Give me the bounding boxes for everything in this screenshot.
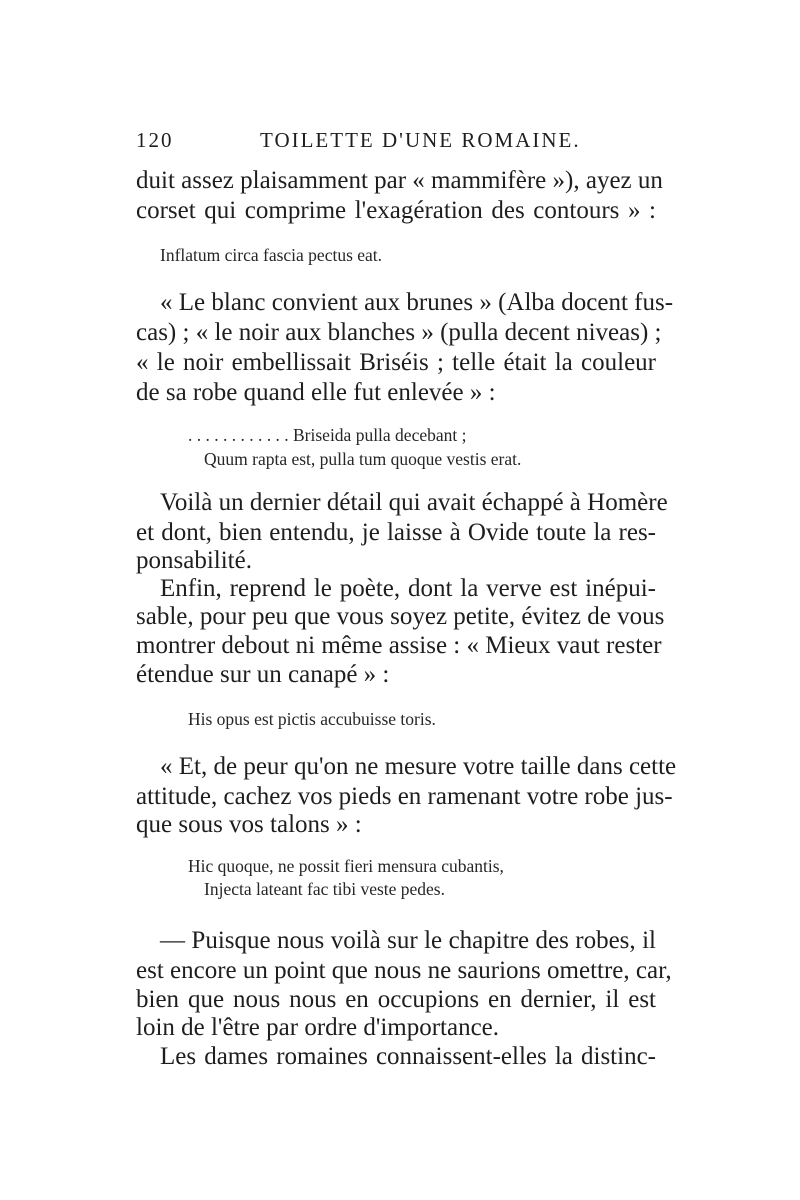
latin-quote: Injecta lateant fac tibi veste pedes.	[204, 879, 445, 899]
text-line: Voilà un dernier détail qui avait échappé à Homère	[160, 489, 668, 516]
running-title: TOILETTE D'UNE ROMAINE.	[260, 128, 581, 152]
text-line: étendue sur un canapé » :	[136, 661, 390, 688]
text-line: attitude, cachez vos pieds en ramenant votre robe jus-	[136, 783, 673, 810]
text-line: sable, pour peu que vous soyez petite, évitez de vous	[136, 603, 665, 630]
text-line: et dont, bien entendu, je laisse à Ovide toute la res-	[136, 519, 656, 546]
latin-quote: Quum rapta est, pulla tum quoque vestis erat.	[204, 449, 522, 469]
text-line: ponsabilité.	[136, 547, 252, 574]
page-header	[136, 128, 656, 158]
text-line: que sous vos talons » :	[136, 811, 362, 838]
text-line: Enfin, reprend le poète, dont la verve est inépui-	[160, 575, 656, 602]
latin-quote: Inflatum circa fascia pectus eat.	[160, 245, 383, 265]
text-line: bien que nous nous en occupions en dernier, il est	[136, 986, 656, 1013]
text-line: loin de l'être par ordre d'importance.	[136, 1014, 500, 1041]
text-line: duit assez plaisamment par « mammifère »), ayez un	[136, 167, 663, 194]
latin-quote: . . . . . . . . . . . . Briseida pulla decebant ;	[188, 425, 467, 445]
text-line: montrer debout ni même assise : « Mieux vaut rester	[136, 632, 662, 659]
text-line: « Et, de peur qu'on ne mesure votre taille dans cette	[160, 753, 677, 780]
latin-quote: Hic quoque, ne possit fieri mensura cubantis,	[188, 856, 504, 876]
text-line: Les dames romaines connaissent-elles la distinc-	[160, 1043, 656, 1070]
latin-quote: His opus est pictis accubuisse toris.	[188, 709, 436, 729]
text-line: « Le blanc convient aux brunes » (Alba docent fus-	[160, 289, 674, 316]
text-line: — Puisque nous voilà sur le chapitre des robes, il	[160, 927, 656, 954]
text-line: de sa robe quand elle fut enlevée » :	[136, 379, 496, 406]
page-number: 120	[136, 128, 174, 152]
text-line: corset qui comprime l'exagération des contours » :	[136, 197, 656, 224]
text-line: cas) ; « le noir aux blanches » (pulla decent niveas) ;	[136, 319, 662, 346]
text-line: est encore un point que nous ne saurions omettre, car,	[136, 957, 672, 984]
text-line: « le noir embellissait Briséis ; telle était la couleur	[136, 349, 656, 376]
